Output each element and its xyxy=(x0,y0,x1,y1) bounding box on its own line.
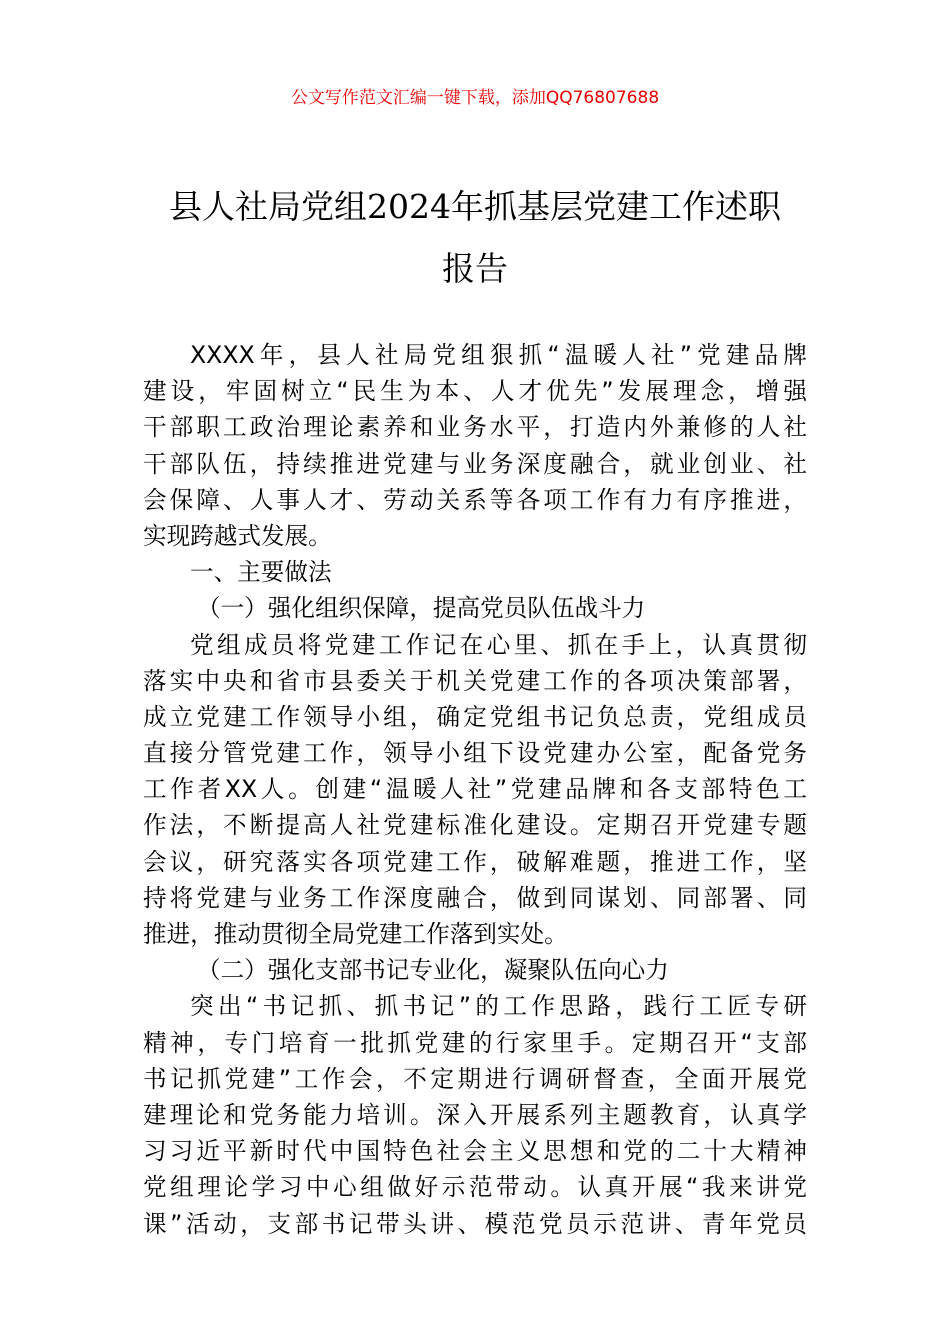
paragraph-line: 推进，推动贯彻全局党建工作落到实处。 xyxy=(143,920,568,948)
subsection-heading: （二）强化支部书记专业化，凝聚队伍向心力 xyxy=(197,956,669,985)
paragraph-line: 直接分管党建工作，领导小组下设党建办公室，配备党务 xyxy=(143,739,807,768)
paragraph-line: 会保障、人事人才、劳动关系等各项工作有力有序推进， xyxy=(143,485,807,514)
paragraph-line: 落实中央和省市县委关于机关党建工作的各项决策部署， xyxy=(143,666,807,695)
paragraph-line: 干部职工政治理论素养和业务水平，打造内外兼修的人社 xyxy=(143,413,807,442)
paragraph-line: 书记抓党建”工作会，不定期进行调研督查，全面开展党 xyxy=(143,1064,807,1093)
paragraph-line: 干部队伍，持续推进党建与业务深度融合，就业创业、社 xyxy=(143,449,807,478)
paragraph-line: 实现跨越式发展。 xyxy=(143,521,332,550)
paragraph-line: XXXX年，县人社局党组狠抓“温暖人社”党建品牌 xyxy=(190,341,807,369)
section-heading: 一、主要做法 xyxy=(190,558,332,587)
paragraph-line: 成立党建工作领导小组，确定党组书记负总责，党组成员 xyxy=(143,702,807,731)
paragraph-line: 作法，不断提高人社党建标准化建设。定期召开党建专题 xyxy=(143,811,807,840)
title-line: 报告 xyxy=(442,249,508,288)
paragraph-line: 工作者XX人。创建“温暖人社”党建品牌和各支部特色工 xyxy=(143,775,807,804)
paragraph-line: 建理论和党务能力培训。深入开展系列主题教育，认真学 xyxy=(143,1100,807,1129)
paragraph-line: 会议，研究落实各项党建工作，破解难题，推进工作，坚 xyxy=(143,847,807,876)
document-body xyxy=(143,337,807,1242)
paragraph-line: 课”活动，支部书记带头讲、模范党员示范讲、青年党员 xyxy=(143,1209,807,1238)
title-line: 县人社局党组2024年抓基层党建工作述职 xyxy=(169,187,781,226)
paragraph-line: 持将党建与业务工作深度融合，做到同谋划、同部署、同 xyxy=(143,883,807,912)
document-title xyxy=(120,176,830,300)
paragraph-line: 建设，牢固树立“民生为本、人才优先”发展理念，增强 xyxy=(143,377,807,406)
paragraph-line: 精神，专门培育一批抓党建的行家里手。定期召开“支部 xyxy=(143,1028,807,1057)
paragraph-line: 党组成员将党建工作记在心里、抓在手上，认真贯彻 xyxy=(190,630,807,659)
paragraph-line: 党组理论学习中心组做好示范带动。认真开展“我来讲党 xyxy=(143,1173,807,1202)
subsection-heading: （一）强化组织保障，提高党员队伍战斗力 xyxy=(197,594,646,623)
header-note: 公文写作范文汇编一键下载，添加QQ76807688 xyxy=(290,88,660,108)
paragraph-line: 习习近平新时代中国特色社会主义思想和党的二十大精神 xyxy=(143,1137,807,1166)
paragraph-line: 突出“书记抓、抓书记”的工作思路，践行工匠专研 xyxy=(190,992,807,1021)
